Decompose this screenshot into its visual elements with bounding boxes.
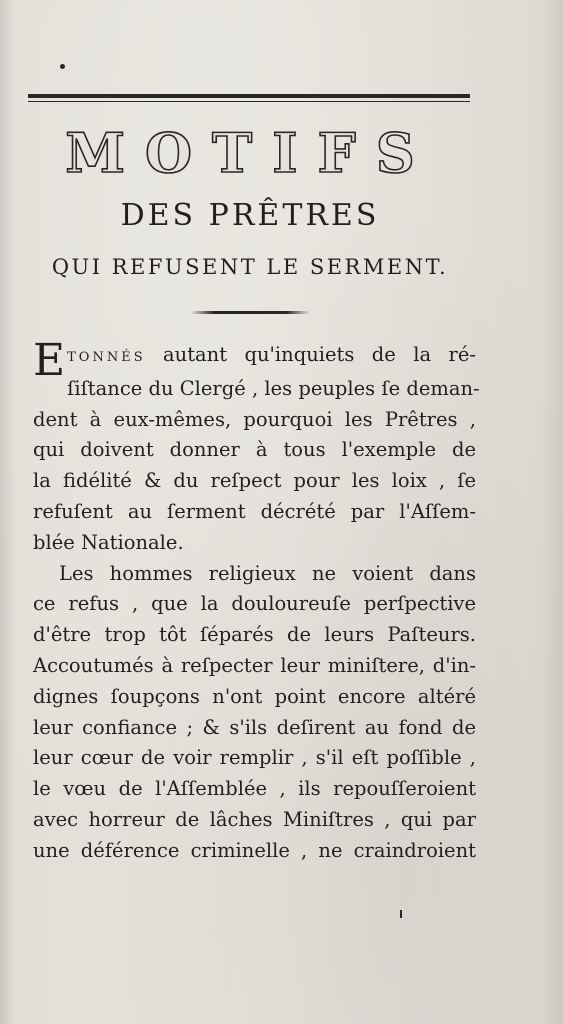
text-line: Les hommes religieux ne voient dans (59, 561, 476, 585)
ink-dot (60, 64, 65, 69)
text-line: leur confiance ; & s'ils deſirent au fond de (33, 715, 476, 739)
text-line: ETONNÉS autant qu'inquiets de la ré- (33, 335, 476, 386)
small-caps-word: TONNÉS (67, 350, 146, 365)
ink-mark (400, 910, 402, 918)
title-subtitle-1: DES PRÊTRES (120, 198, 380, 233)
title-main: MOTIFS (65, 121, 435, 185)
text-line: Accoutumés à reſpecter leur miniſtere, d'in- (33, 653, 476, 677)
text-line: le vœu de l'Aſſemblée , ils repouſſeroient (33, 777, 476, 801)
paragraph-2 (33, 559, 476, 867)
text-line: la fidélité & du reſpect pour les loix , ſe (33, 469, 476, 493)
text-line: avec horreur de lâches Miniſtres , qui par (33, 807, 476, 831)
top-double-rule (28, 94, 470, 106)
top-rule-thick-line (28, 94, 470, 98)
body-text (33, 335, 480, 867)
text-line: d'être trop tôt ſéparés de leurs Paſteurs. (33, 623, 476, 647)
ornamental-rule (190, 311, 310, 314)
text-line: dignes ſoupçons n'ont point encore altéré (33, 684, 476, 708)
top-rule-thin-line (28, 101, 470, 102)
paragraph-1 (33, 335, 480, 559)
text-line: refuſent au ſerment décrété par l'Aſſem- (33, 499, 476, 523)
text-line: leur cœur de voir remplir , s'il eſt poſſible , (33, 746, 476, 770)
title-subtitle-2: QUI REFUSENT LE SERMENT. (51, 255, 449, 279)
text-line: une déférence criminelle , ne craindroient (33, 838, 476, 862)
text-line: ce refus , que la douloureuſe perſpective (33, 592, 476, 616)
text-line: qui doivent donner à tous l'exemple de (33, 438, 476, 462)
drop-cap: E (33, 335, 66, 386)
text-line: blée Nationale. (33, 530, 184, 554)
text-line: ſiſtance du Clergé , les peuples ſe deman- (67, 376, 480, 400)
text-line: dent à eux-mêmes, pourquoi les Prêtres , (33, 407, 476, 431)
